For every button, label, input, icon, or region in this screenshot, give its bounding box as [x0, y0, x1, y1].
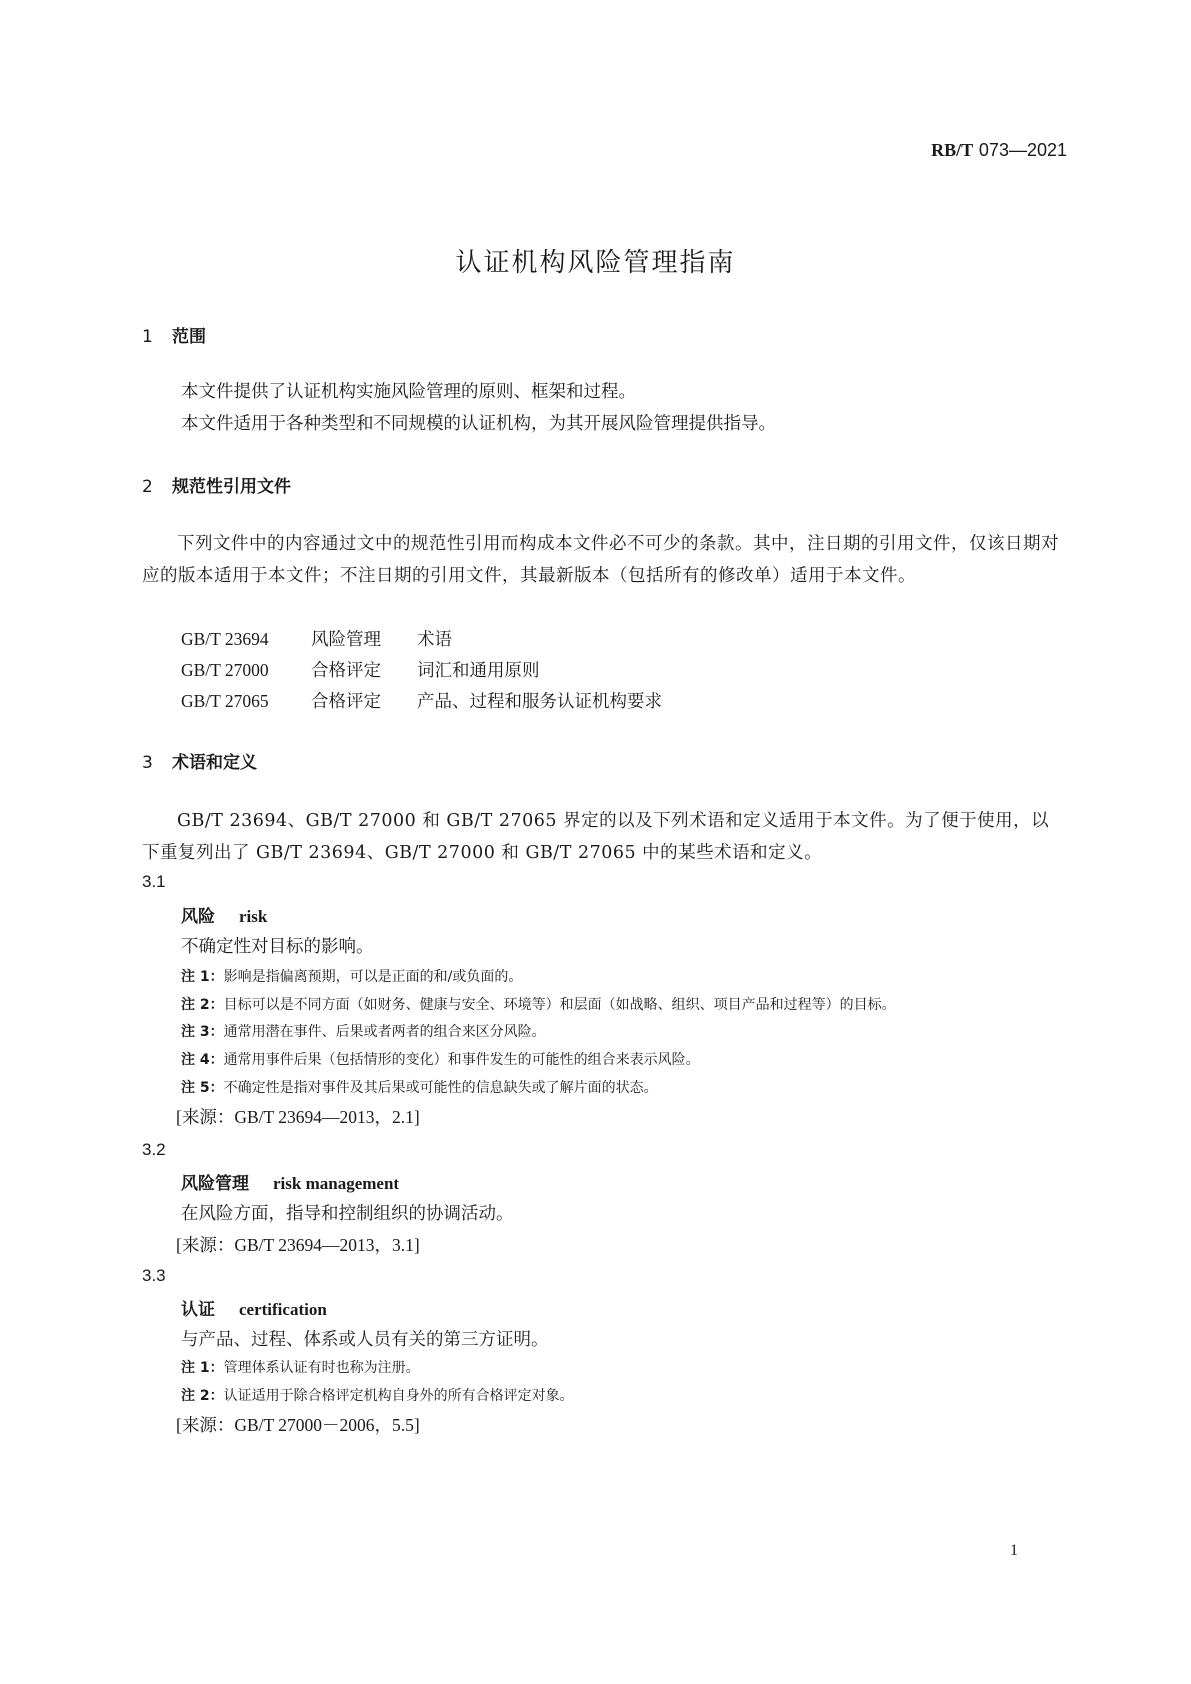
paragraph: GB/T 23694、GB/T 27000 和 GB/T 27065 界定的以及下列术语和定义适用于本文件。为了便于使用，以下重复列出了 GB/T 23694、GB/T 27000 和 GB/T 27065 中的某些术语和定义。 [142, 811, 1050, 863]
note [181, 1385, 574, 1405]
term-heading [181, 1295, 327, 1320]
section-heading-2 [142, 472, 291, 497]
note [181, 1357, 420, 1377]
note-label: 注 1： [181, 969, 224, 985]
note-label: 注 3： [181, 1024, 224, 1040]
note-label: 注 2： [181, 1388, 224, 1404]
note-text: 影响是指偏离预期，可以是正面的和/或负面的。 [223, 969, 523, 985]
clause-number: 3.2 [142, 1140, 166, 1159]
page-number: 1 [1010, 1542, 1018, 1559]
note-label: 注 1： [181, 1360, 224, 1376]
term-zh: 风险管理 [181, 1174, 249, 1194]
term-definition: 与产品、过程、体系或人员有关的第三方证明。 [181, 1330, 549, 1350]
term-en: risk management [273, 1174, 400, 1193]
note-text: 目标可以是不同方面（如财务、健康与安全、环境等）和层面（如战略、组织、项目产品和过程等）的目标。 [223, 997, 896, 1013]
note-text: 通常用事件后果（包括情形的变化）和事件发生的可能性的组合来表示风险。 [223, 1052, 700, 1068]
reference-code: GB/T 23694 [181, 629, 269, 649]
reference-name: 词汇和通用原则 [417, 661, 540, 681]
reference-category: 合格评定 [311, 692, 381, 712]
term-definition: 在风险方面，指导和控制组织的协调活动。 [181, 1204, 514, 1224]
term-source: [来源：GB/T 23694—2013，2.1] [176, 1107, 420, 1127]
note-text: 认证适用于除合格评定机构自身外的所有合格评定对象。 [223, 1388, 574, 1404]
reference-code: GB/T 27000 [181, 660, 269, 680]
section-title: 术语和定义 [172, 753, 257, 773]
section-title: 规范性引用文件 [172, 477, 291, 497]
term-source: [来源：GB/T 27000－2006，5.5] [176, 1415, 420, 1435]
note [181, 1077, 658, 1097]
term-zh: 风险 [181, 907, 215, 927]
term-heading [181, 902, 267, 927]
reference-code: GB/T 27065 [181, 691, 269, 711]
reference-item [181, 688, 662, 713]
paragraph: 下列文件中的内容通过文中的规范性引用而构成本文件必不可少的条款。其中，注日期的引用文件，仅该日期对应的版本适用于本文件；不注日期的引用文件，其最新版本（包括所有的修改单）适用于本文件。 [142, 534, 1059, 586]
term-en: risk [239, 907, 268, 926]
note-label: 注 4： [181, 1052, 224, 1068]
term-definition: 不确定性对目标的影响。 [181, 937, 374, 957]
standard-number: 073—2021 [978, 140, 1067, 160]
reference-item [181, 626, 452, 651]
section-number: 1 [142, 327, 153, 347]
document-title: 认证机构风险管理指南 [455, 248, 736, 278]
reference-name: 术语 [417, 630, 452, 650]
reference-name: 产品、过程和服务认证机构要求 [417, 692, 662, 712]
term-heading [181, 1169, 399, 1194]
clause-number: 3.1 [142, 872, 166, 891]
note-text: 通常用潜在事件、后果或者两者的组合来区分风险。 [223, 1024, 546, 1040]
reference-item [181, 657, 540, 682]
note [181, 1021, 546, 1041]
section-number: 3 [142, 753, 153, 773]
note [181, 994, 896, 1014]
note-text: 不确定性是指对事件及其后果或可能性的信息缺失或了解片面的状态。 [223, 1080, 658, 1096]
reference-category: 合格评定 [311, 661, 381, 681]
note-text: 管理体系认证有时也称为注册。 [223, 1360, 420, 1376]
section-heading-1 [142, 322, 206, 347]
reference-category: 风险管理 [311, 630, 381, 650]
note-label: 注 2： [181, 997, 224, 1013]
standard-prefix: RB/T [931, 140, 974, 160]
standard-code [931, 140, 1067, 161]
note [181, 966, 522, 986]
section-heading-3 [142, 748, 257, 773]
paragraph: 本文件适用于各种类型和不同规模的认证机构，为其开展风险管理提供指导。 [181, 414, 776, 434]
section-number: 2 [142, 477, 153, 497]
paragraph: 本文件提供了认证机构实施风险管理的原则、框架和过程。 [181, 382, 636, 402]
note [181, 1049, 700, 1069]
clause-number: 3.3 [142, 1266, 166, 1285]
term-zh: 认证 [181, 1300, 215, 1320]
section-title: 范围 [172, 327, 206, 347]
term-en: certification [239, 1300, 327, 1319]
note-label: 注 5： [181, 1080, 224, 1096]
term-source: [来源：GB/T 23694—2013，3.1] [176, 1235, 420, 1255]
